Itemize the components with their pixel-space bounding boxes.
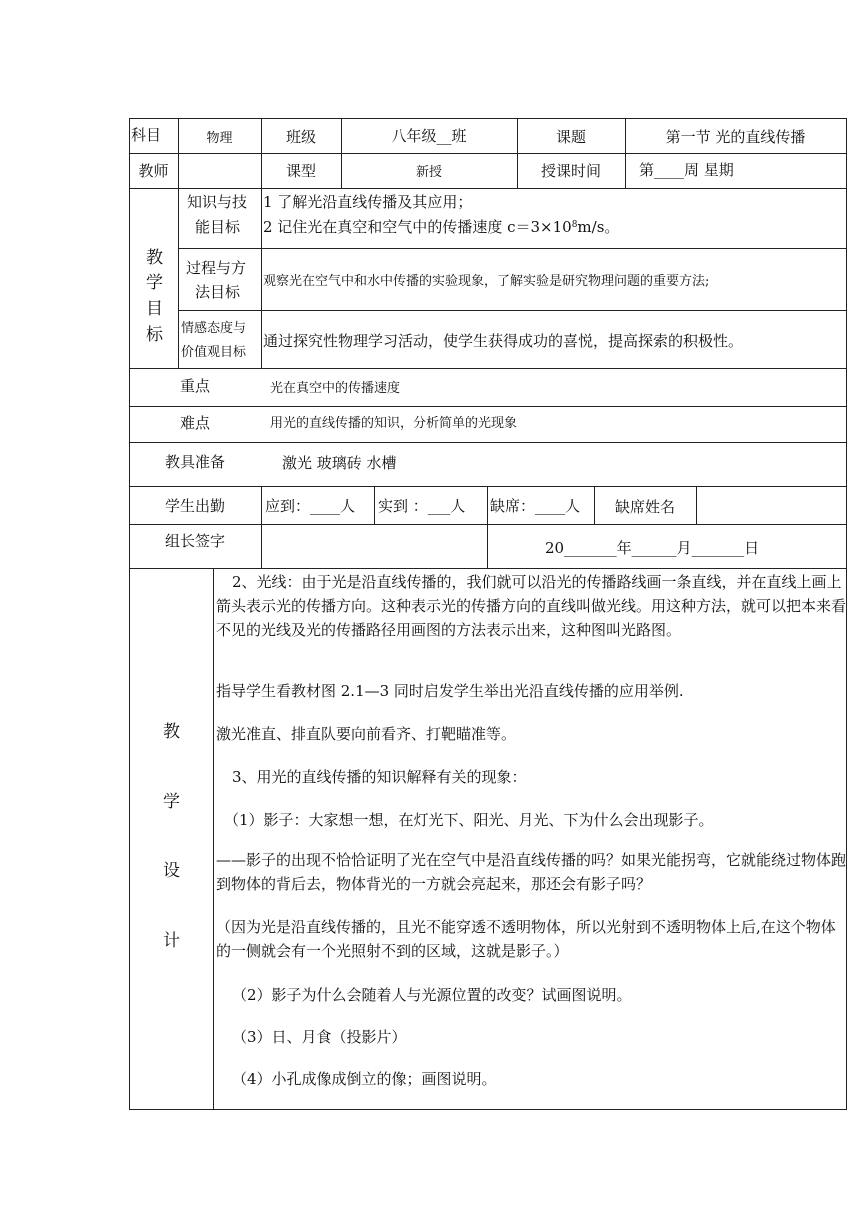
design-char: 设 <box>163 861 180 881</box>
knowledge-line-2-text: 2 记住光在真空和空气中的传播速度 c＝3×10 <box>263 218 572 236</box>
knowledge-line-2-unit: m/s。 <box>577 218 620 236</box>
design-paragraph: （1）影子：大家想一想，在灯光下、阳光、月光、下为什么会出现影子。 <box>224 811 714 829</box>
subject-value: 物理 <box>206 131 233 146</box>
hline <box>129 1109 847 1110</box>
vline <box>261 188 262 368</box>
knowledge-label-1: 知识与技 <box>187 193 248 211</box>
vline <box>213 568 214 1109</box>
emotion-label-1: 情感态度与 <box>181 321 247 336</box>
design-paragraph: 3、用光的直线传播的知识解释有关的现象： <box>232 768 527 786</box>
design-paragraph: 2、光线：由于光是沿直线传播的，我们就可以沿光的传播路线画一条直线，并在直线上画上箭头表示光的传播方向。这种表示光的传播方向的直线叫做光线。用这种方法，就可以把本来看不见的光线及光的传播路径用画图的方法表示出来，这种图叫光路图。 <box>216 573 847 639</box>
tools-value: 激光 玻璃砖 水槽 <box>282 454 397 472</box>
hline <box>129 368 847 369</box>
knowledge-label-2: 能目标 <box>195 218 241 236</box>
hline <box>178 310 847 311</box>
design-paragraph: （4）小孔成像成倒立的像；画图说明。 <box>232 1070 497 1088</box>
vline <box>374 486 375 524</box>
design-paragraph: （2）影子为什么会随着人与光源位置的改变？试画图说明。 <box>232 986 632 1004</box>
emotion-label-2: 价值观目标 <box>181 345 247 360</box>
hline <box>178 248 847 249</box>
objectives-char: 学 <box>146 273 163 293</box>
process-label-1: 过程与方 <box>186 259 247 277</box>
absent-names-label: 缺席姓名 <box>614 498 675 516</box>
design-paragraph: 激光准直、排直队要向前看齐、打靶瞄准等。 <box>216 725 517 743</box>
design-char: 教 <box>163 722 180 742</box>
hline <box>129 568 847 569</box>
vline <box>261 486 262 568</box>
attendance-absent: 缺席：____人 <box>490 497 581 515</box>
hline <box>129 406 847 407</box>
topic-label: 课题 <box>555 128 586 146</box>
vline <box>846 118 847 1110</box>
topic-value: 第一节 光的直线传播 <box>665 128 806 146</box>
vline <box>487 486 488 568</box>
design-paragraph: （因为光是沿直线传播的，且光不能穿透不透明物体，所以光射到不透明物体上后,在这个物体的一侧就会有一个光照射不到的区域，这就是影子。） <box>216 918 836 960</box>
time-value: 第____周 星期 <box>639 161 734 179</box>
difficult-label: 难点 <box>179 414 210 432</box>
hline <box>129 524 847 525</box>
class-label: 班级 <box>285 128 316 146</box>
vline <box>696 486 697 524</box>
difficult-value: 用光的直线传播的知识，分析简单的光现象 <box>270 416 518 431</box>
hline <box>129 188 847 189</box>
objectives-char: 目 <box>146 299 163 319</box>
hline <box>129 153 847 154</box>
vline <box>178 118 179 368</box>
design-paragraph: 指导学生看教材图 2.1—3 同时启发学生举出光沿直线传播的应用举例. <box>216 682 684 700</box>
attendance-actual: 实到 ：___人 <box>378 497 466 515</box>
attendance-label: 学生出勤 <box>164 497 225 515</box>
design-paragraph: （3）日、月食（投影片） <box>232 1028 407 1046</box>
process-label-2: 法目标 <box>195 283 241 301</box>
key-value: 光在真空中的传播速度 <box>270 381 401 396</box>
objectives-char: 教 <box>146 248 163 268</box>
objectives-char: 标 <box>146 325 163 345</box>
process-text: 观察光在空气中和水中传播的实验现象，了解实验是研究物理问题的重要方法; <box>263 274 710 289</box>
type-label: 课型 <box>285 162 316 180</box>
exponent: 8 <box>571 220 578 230</box>
hline <box>129 486 847 487</box>
time-label: 授课时间 <box>540 162 601 180</box>
design-char: 计 <box>163 931 180 951</box>
vline <box>129 118 130 1110</box>
design-paragraph: ——影子的出现不恰恰证明了光在空气中是沿直线传播的吗？如果光能拐弯，它就能绕过物体跑到物体的背后去，物体背光的一方就会亮起来，那还会有影子吗？ <box>216 851 847 893</box>
knowledge-line-2 <box>263 217 619 237</box>
key-label: 重点 <box>179 377 210 395</box>
signature-label: 组长签字 <box>164 532 225 550</box>
attendance-expected: 应到：____人 <box>265 497 356 515</box>
type-value: 新授 <box>415 165 442 180</box>
emotion-text: 通过探究性物理学习活动，使学生获得成功的喜悦，提高探索的积极性。 <box>263 332 744 350</box>
hline <box>129 118 847 119</box>
knowledge-line-1: 1 了解光沿直线传播及其应用； <box>263 193 473 211</box>
hline <box>129 442 847 443</box>
design-char: 学 <box>163 792 180 812</box>
class-value: 八年级__班 <box>391 127 467 145</box>
tools-label: 教具准备 <box>164 453 225 471</box>
date-line: 20_______年______月_______日 <box>545 539 760 557</box>
subject-label: 科目 <box>131 126 162 144</box>
teacher-label: 教师 <box>138 162 169 180</box>
